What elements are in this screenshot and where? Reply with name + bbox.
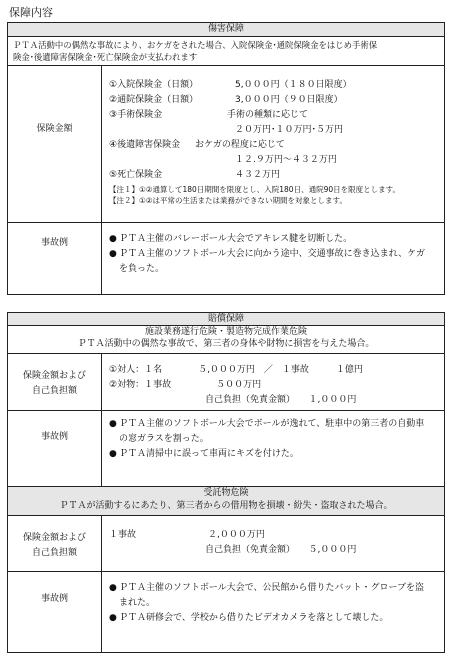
example-text: ＰＴＡ主催のソフトボール大会で、公民館から借りたバット・グローブを盗まれた。	[119, 583, 425, 608]
custody-sub-title: 受託物危険	[203, 488, 249, 498]
liability-header-text: 賠償保障	[207, 314, 244, 324]
bullet-icon: ●	[109, 583, 117, 593]
liability-sub-title: 施設業務遂行危険・製造物完成作業危険	[144, 327, 307, 337]
injury-amount-value: 5,０００円（１８０日限度）	[235, 80, 352, 90]
injury-header-text: 傷害保障	[207, 24, 244, 34]
injury-description-line: 険金･後遺障害保険金･死亡保険金が支払われます	[13, 52, 198, 62]
liability-subheader	[8, 326, 444, 350]
custody-example-list	[109, 581, 426, 626]
divider	[8, 571, 444, 572]
injury-amount-row	[109, 153, 440, 168]
example-text: ＰＴＡ主催のソフトボール大会に向かう途中、交通事故に巻き込まれ、ケガを負った。	[119, 249, 426, 274]
liability-amount-list	[109, 363, 440, 408]
injury-amount-value: 3,０００円（９０日限度）	[235, 95, 343, 105]
custody-sub-description: ＰＴＡが活動するにあたり、第三者からの借用物を損壊・紛失・盗取された場合。	[59, 501, 393, 511]
injury-amount-label: 保険金額	[36, 124, 73, 134]
custody-example-label: 事故例	[40, 594, 68, 604]
injury-amount-value: おケガの程度に応じて	[195, 140, 285, 150]
divider	[8, 353, 444, 354]
injury-description	[13, 39, 441, 63]
injury-amount-row	[109, 78, 440, 93]
liability-amount-label	[8, 369, 101, 399]
page-title: 保障内容	[9, 6, 53, 19]
injury-amount-row	[109, 123, 440, 138]
example-text: ＰＴＡ主催のソフトボール大会でボールが逸れて、駐車中の第三者の自動車の窓ガラスを割った。	[119, 419, 425, 444]
column-divider	[101, 353, 102, 486]
custody-amount-list	[109, 528, 440, 558]
injury-amount-row	[109, 108, 440, 123]
example-text: ＰＴＡ研修会で、学校から借りたビデオカメラを落として壊した。	[119, 613, 389, 623]
injury-section	[7, 22, 445, 295]
list-item	[109, 611, 426, 626]
amount-line: 自己負担（免責金額） ５,０００円	[205, 545, 357, 555]
column-divider	[101, 65, 102, 294]
column-divider	[101, 516, 102, 652]
bullet-icon: ●	[109, 234, 117, 244]
liability-example-label: 事故例	[40, 432, 68, 442]
injury-amount-name: ②通院保険金（日額）	[109, 95, 199, 105]
list-item	[109, 247, 430, 277]
injury-description-line: ＰＴＡ活動中の偶然な事故により、おケガをされた場合、入院保険金･通院保険金をはじめ手術保	[13, 40, 378, 50]
label-line: 自己負担額	[31, 548, 77, 558]
label-line: 保険金額および	[22, 533, 86, 543]
injury-amount-value: ２０万円･１０万円･５万円	[235, 125, 344, 135]
list-item	[109, 417, 426, 447]
amount-line: ①対人：１名 ５,０００万円 ／ １事故 １億円	[109, 365, 363, 375]
injury-amount-row	[109, 168, 440, 183]
liability-header	[8, 313, 444, 326]
injury-amount-list	[109, 78, 440, 183]
liability-section	[7, 312, 445, 653]
list-item	[109, 581, 426, 611]
custody-amount-label	[8, 531, 101, 561]
example-text: ＰＴＡ清掃中に誤って車両にキズを付けた。	[119, 449, 299, 459]
injury-header	[8, 23, 444, 37]
injury-amount-name: ③手術保険金	[109, 110, 163, 120]
divider	[8, 410, 444, 411]
injury-note: 【注２】①②は平常の生活または業務ができない期間を対象とします。	[109, 195, 347, 205]
amount-line: １事故 ２,０００万円	[109, 530, 265, 540]
injury-example-label: 事故例	[40, 238, 68, 248]
custody-subheader	[8, 486, 444, 516]
injury-amount-value: １２.９万円～４３２万円	[235, 155, 337, 165]
bullet-icon: ●	[109, 449, 117, 459]
injury-amount-row	[109, 93, 440, 108]
injury-amount-name: ④後遺障害保険金	[109, 140, 181, 150]
injury-amount-name: ⑤死亡保険金	[109, 170, 163, 180]
injury-amount-value: 手術の種類に応じて	[227, 110, 309, 120]
bullet-icon: ●	[109, 613, 117, 623]
divider	[8, 65, 444, 66]
liability-sub-description: ＰＴＡ活動中の偶然な事故で、第三者の身体や財物に損害を与えた場合。	[77, 339, 375, 349]
divider	[8, 222, 444, 223]
list-item	[109, 232, 430, 247]
injury-notes	[109, 185, 440, 206]
injury-amount-name: ①入院保険金（日額）	[109, 80, 199, 90]
label-line: 保険金額および	[22, 371, 86, 381]
amount-line: 自己負担（免責金額） １,０００円	[205, 395, 357, 405]
label-line: 自己負担額	[31, 386, 77, 396]
liability-example-list	[109, 417, 426, 462]
list-item	[109, 447, 426, 462]
injury-note: 【注１】①②通算して180日期間を限度とし、入院180日、通院90日を限度とします。	[109, 185, 401, 194]
bullet-icon: ●	[109, 249, 117, 259]
bullet-icon: ●	[109, 419, 117, 429]
injury-example-list	[109, 232, 430, 277]
injury-amount-value: ４３２万円	[235, 170, 281, 180]
example-text: ＰＴＡ主催のバレーボール大会でアキレス腱を切断した。	[119, 234, 353, 244]
injury-amount-row	[109, 138, 440, 153]
amount-line: ②対物：１事故 ５００万円	[109, 380, 262, 390]
